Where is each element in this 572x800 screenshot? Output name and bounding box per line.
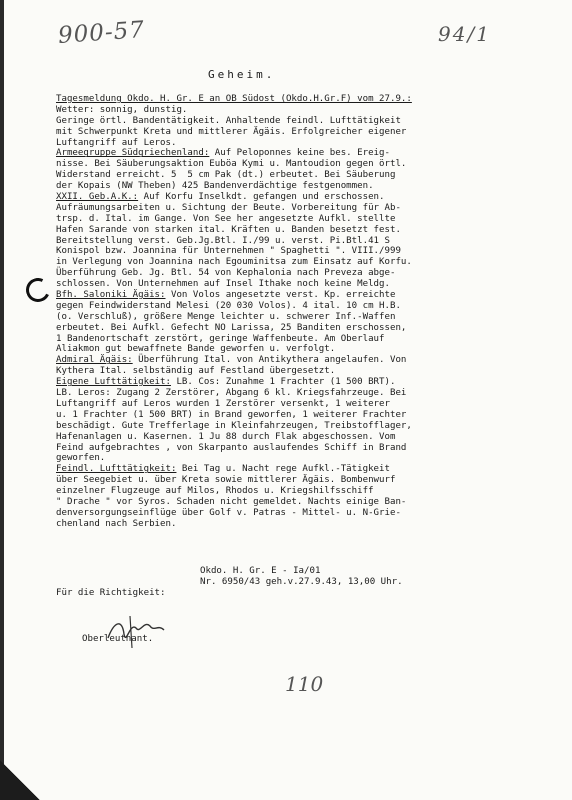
report-line xyxy=(56,214,556,225)
report-text: Von Volos angesetzte verst. Kp. erreichte xyxy=(165,290,396,301)
section-heading: Tagesmeldung Okdo. H. Gr. E an OB Südost (Okdo.H.Gr.F) vom 27.9.: xyxy=(56,94,412,104)
report-line xyxy=(56,388,556,399)
report-line xyxy=(56,148,556,159)
signature-scribble xyxy=(100,612,170,652)
report-line xyxy=(56,301,556,312)
report-line xyxy=(56,159,556,170)
report-text: nisse. Bei Säuberungsaktion Euböa Kymi u. Mantoudion gegen örtl. xyxy=(56,159,407,170)
report-text: erbeutet. Bei Aufkl. Gefecht NO Larissa, 25 Banditen erschossen, xyxy=(56,322,407,333)
report-line xyxy=(56,453,556,464)
handwritten-archive-number: 900-57 xyxy=(57,16,146,50)
report-line xyxy=(56,334,556,345)
report-text: " Drache " vor Syros. Schaden nicht gemeldet. Nachts einige Ban- xyxy=(56,496,407,507)
report-text: über Seegebiet u. über Kreta sowie mittlerer Ägäis. Bombenwurf xyxy=(56,475,396,486)
section-heading: Feindl. Lufttätigkeit: xyxy=(56,464,177,475)
report-text: Bereitstellung verst. Geb.Jg.Btl. I./99 u. verst. Pi.Btl.41 S xyxy=(56,235,390,246)
report-line xyxy=(56,268,556,279)
report-line xyxy=(56,246,556,257)
report-line xyxy=(56,138,556,149)
report-text: Luftangriff auf Leros wurden 1 Zerstörer versenkt, 1 weiterer xyxy=(56,398,390,409)
report-line xyxy=(56,290,556,301)
report-line xyxy=(56,366,556,377)
section-heading: XXII. Geb.A.K.: xyxy=(56,192,139,203)
punch-hole-mark xyxy=(23,275,54,306)
report-line xyxy=(56,181,556,192)
report-line xyxy=(56,170,556,181)
report-text: Kythera Ital. selbständig auf Festland übergesetzt. xyxy=(56,366,336,377)
report-line xyxy=(56,475,556,486)
report-text: Widerstand erreicht. 5 5 cm Pak (dt.) erbeutet. Bei Säuberung xyxy=(56,170,396,181)
certification-line: Für die Richtigkeit: xyxy=(56,588,166,598)
document-title: Geheim. xyxy=(208,68,276,81)
report-line xyxy=(56,116,556,127)
report-text: Bei Tag u. Nacht rege Aufkl.-Tätigkeit xyxy=(176,464,390,475)
report-line xyxy=(56,377,556,388)
report-text: Geringe örtl. Bandentätigkeit. Anhaltende feindl. Lufttätigkeit xyxy=(56,115,401,126)
report-text: Feind aufgebrachtes , von Skarpanto auslaufendes Schiff in Brand xyxy=(56,442,407,453)
report-text: (o. Verschluß), größere Menge leichter u. schwerer Inf.-Waffen xyxy=(56,311,396,322)
report-text: Auf Korfu Inselkdt. gefangen und erschossen. xyxy=(138,192,385,203)
section-heading: Eigene Lufttätigkeit: xyxy=(56,377,171,388)
report-text: u. 1 Frachter (1 500 BRT) in Brand geworfen, 1 weiterer Frachter xyxy=(56,409,407,420)
report-line xyxy=(56,105,556,116)
report-text: der Kopais (NW Theben) 425 Bandenverdächtige festgenommen. xyxy=(56,181,374,192)
report-line xyxy=(56,410,556,421)
report-text: trsp. d. Ital. im Gange. Von See her angesetzte Aufkl. stellte xyxy=(56,213,396,224)
report-text: denversorgungseinflüge über Golf v. Patras - Mittel- u. N-Grie- xyxy=(56,507,401,518)
report-text: Konispol bzw. Joannina für Unternehmen " Spaghetti ". VIII./999 xyxy=(56,246,401,257)
report-line xyxy=(56,399,556,410)
report-line xyxy=(56,127,556,138)
report-text: einzelner Flugzeuge auf Milos, Rhodos u. Kriegshilfsschiff xyxy=(56,486,374,497)
report-text: gegen Feindwiderstand Melesi (20 030 Volos). 4 ital. 10 cm H.B. xyxy=(56,300,401,311)
report-text: Aliakmon gut bewaffnete Bande geworfen u. verfolgt. xyxy=(56,344,336,355)
report-text: geworfen. xyxy=(56,453,106,464)
report-text: LB. Leros: Zugang 2 Zerstörer, Abgang 6 kl. Kriegsfahrzeuge. Bei xyxy=(56,388,407,399)
handwritten-page-number: 94/1 xyxy=(438,22,491,46)
section-heading: Bfh. Saloniki Ägäis: xyxy=(56,290,166,301)
section-heading: Admiral Ägäis: xyxy=(56,355,133,366)
report-line xyxy=(56,94,556,105)
report-line xyxy=(56,497,556,508)
report-body xyxy=(56,94,556,530)
report-text: 1 Bandenortschaft zerstört, geringe Waffenbeute. Am Oberlauf xyxy=(56,333,385,344)
signature-rank: Oberleutnant. xyxy=(82,634,154,644)
report-line xyxy=(56,464,556,475)
report-line xyxy=(56,225,556,236)
report-text: chenland nach Serbien. xyxy=(56,518,177,529)
report-text: Aufräumungsarbeiten u. Sichtung der Beute. Vorbereitung für Ab- xyxy=(56,202,401,213)
handwritten-folio-number: 110 xyxy=(285,672,324,696)
report-text: Luftangriff auf Leros. xyxy=(56,137,177,148)
report-line xyxy=(56,519,556,530)
report-text: LB. Cos: Zunahme 1 Frachter (1 500 BRT). xyxy=(170,377,396,388)
reference-line: Nr. 6950/43 geh.v.27.9.43, 13,00 Uhr. xyxy=(200,577,403,587)
report-line xyxy=(56,508,556,519)
report-text: Auf Peloponnes keine bes. Ereig- xyxy=(209,148,390,159)
report-line xyxy=(56,323,556,334)
report-text: Hafen Sarande von starken ital. Kräften u. Banden besetzt fest. xyxy=(56,224,401,235)
report-text: Hafenanlagen u. Kasernen. 1 Ju 88 durch Flak abgeschossen. Vom xyxy=(56,431,396,442)
report-line xyxy=(56,279,556,290)
section-heading: Armeegruppe Südgriechenland: xyxy=(56,148,210,159)
report-line xyxy=(56,257,556,268)
report-text: schlossen. Von Unternehmen auf Insel Ithake noch keine Meldg. xyxy=(56,279,390,290)
sender-line: Okdo. H. Gr. E - Ia/01 xyxy=(200,566,321,576)
report-line xyxy=(56,355,556,366)
report-line xyxy=(56,192,556,203)
report-text: Wetter: sonnig, dunstig. xyxy=(56,104,188,115)
report-text: Überführung Ital. von Antikythera angelaufen. Von xyxy=(132,355,407,366)
report-line xyxy=(56,236,556,247)
report-text: mit Schwerpunkt Kreta und mittlerer Ägäis. Erfolgreicher eigener xyxy=(56,126,407,137)
report-line xyxy=(56,312,556,323)
report-line xyxy=(56,344,556,355)
report-text: beschädigt. Gute Trefferlage in Kleinfahrzeugen, Treibstofflager, xyxy=(56,420,412,431)
report-text: Überführung Geb. Jg. Btl. 54 von Kephalonia nach Preveza abge- xyxy=(56,268,396,279)
report-text: in Verlegung von Joannina nach Egouminitsa zum Einsatz auf Korfu. xyxy=(56,257,412,268)
report-line xyxy=(56,443,556,454)
report-line xyxy=(56,203,556,214)
report-line xyxy=(56,432,556,443)
report-line xyxy=(56,421,556,432)
report-line xyxy=(56,486,556,497)
